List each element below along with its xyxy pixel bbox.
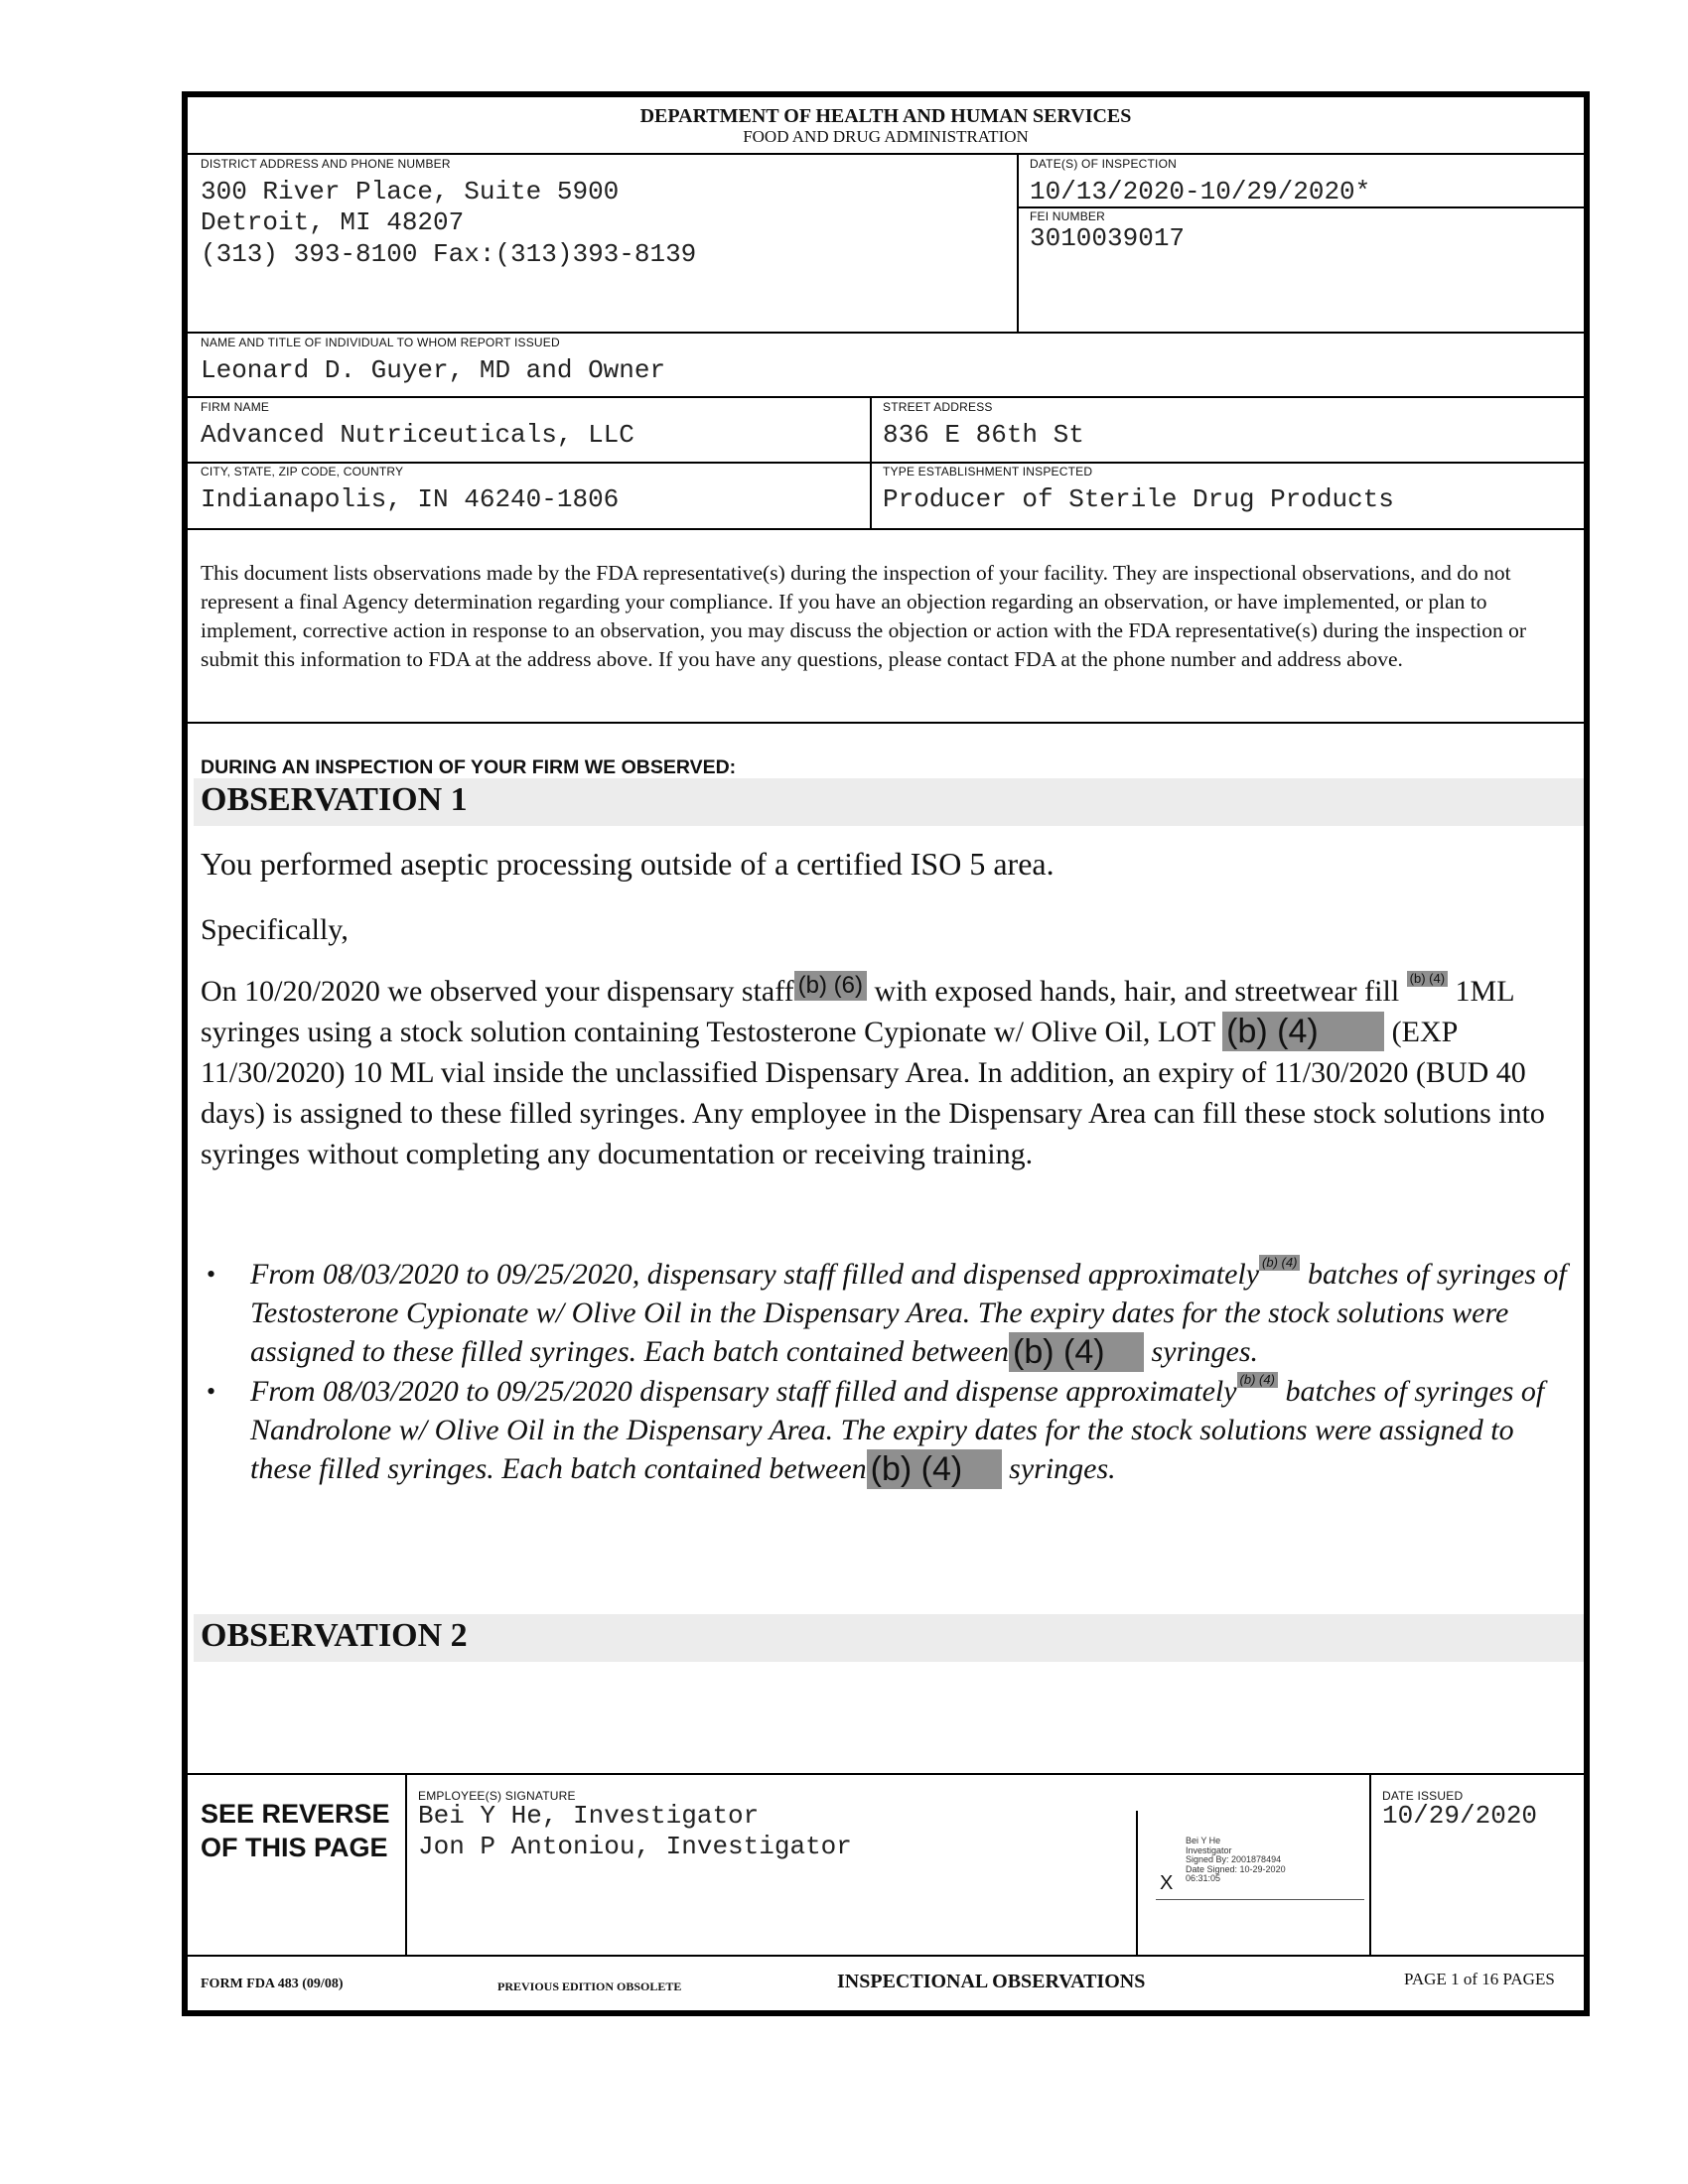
district-phone: (313) 393-8100 Fax:(313)393-8139	[201, 239, 697, 269]
recipient-label: NAME AND TITLE OF INDIVIDUAL TO WHOM REPORT ISSUED	[201, 336, 560, 349]
employee-1: Bei Y He, Investigator	[418, 1801, 760, 1831]
previous-edition-note: PREVIOUS EDITION OBSOLETE	[497, 1979, 682, 1993]
divider	[1369, 1773, 1371, 1955]
signature-title: Investigator	[1186, 1844, 1232, 1855]
bullet-text: syringes.	[1144, 1335, 1259, 1368]
divider	[1136, 1811, 1138, 1955]
divider	[405, 1773, 407, 1955]
electronic-signature	[1146, 1837, 1364, 1900]
divider	[1017, 206, 1584, 208]
signature-x-mark: X	[1160, 1872, 1174, 1894]
divider	[1017, 153, 1019, 332]
redaction-b6: (b) (6)	[794, 971, 867, 1001]
footer-title: INSPECTIONAL OBSERVATIONS	[837, 1971, 1146, 1992]
employee-signature-label: EMPLOYEE(S) SIGNATURE	[418, 1789, 576, 1803]
observation-1-paragraph	[201, 971, 1571, 1174]
see-reverse-line2: OF THIS PAGE	[201, 1833, 388, 1862]
signature-line	[1156, 1899, 1364, 1900]
signature-details	[1186, 1837, 1286, 1884]
department-title: DEPARTMENT OF HEALTH AND HUMAN SERVICES	[639, 105, 1132, 127]
district-label: DISTRICT ADDRESS AND PHONE NUMBER	[201, 157, 451, 171]
bullet-dot: •	[207, 1260, 216, 1289]
firm-name: Advanced Nutriceuticals, LLC	[201, 420, 634, 450]
see-reverse-note	[201, 1797, 390, 1864]
street-address: 836 E 86th St	[883, 420, 1084, 450]
paragraph-text: with exposed hands, hair, and streetwear fill	[867, 975, 1400, 1008]
divider	[188, 528, 1584, 530]
bullet-text: batches of syringes of Testosterone Cypionate w/ Olive Oil in the Dispensary Area. The expiry dates for the stock solutions were assigned to these filled syringes. Each batch contained between	[250, 1258, 1567, 1368]
signature-time: 06:31:05	[1186, 1873, 1221, 1883]
fei-label: FEI NUMBER	[1030, 209, 1106, 223]
list-item	[201, 1372, 1571, 1489]
city-state-zip: Indianapolis, IN 46240-1806	[201, 484, 620, 514]
bullet-dot: •	[207, 1377, 216, 1406]
bullet-text: syringes.	[1001, 1452, 1116, 1485]
redaction-b4: (b) (4)	[1009, 1332, 1144, 1372]
redaction-b4: (b) (4)	[1237, 1372, 1278, 1388]
disclaimer-text: This document lists observations made by the FDA representative(s) during the inspection of your facility. They are inspectional observations, and do not represent a final Agency determination regarding your compliance. If you have an objection regarding an observation, or have implemented, or plan to implement, corrective action in response to an observation, you may discuss the objection or action with the FDA representative(s) during the inspection or submit this information to FDA at the address above. If you have any questions, please contact FDA at the phone number and address above.	[201, 561, 1527, 671]
specifically-text: Specifically,	[201, 913, 349, 946]
divider	[188, 462, 1584, 464]
date-issued-label: DATE ISSUED	[1382, 1789, 1464, 1803]
street-label: STREET ADDRESS	[883, 400, 993, 414]
list-item	[201, 1255, 1571, 1372]
redaction-b4: (b) (4)	[1259, 1255, 1300, 1271]
paragraph-text: On 10/20/2020 we observed your dispensary staff	[201, 975, 794, 1008]
divider	[188, 1955, 1584, 1957]
paragraph-text: (EXP 11/30/2020) 10 ML vial inside the unclassified Dispensary Area. In addition, an expiry of 11/30/2020 (BUD 40 days) is assigned to these filled syringes. Any employee in the Dispensary Area can fill these stock solutions into syringes without completing any documentation or receiving training.	[201, 1016, 1545, 1170]
establishment-type-label: TYPE ESTABLISHMENT INSPECTED	[883, 465, 1093, 478]
date-issued: 10/29/2020	[1382, 1801, 1538, 1831]
fei-number: 3010039017	[1030, 223, 1186, 253]
fda-483-form	[182, 91, 1590, 2016]
see-reverse-line1: SEE REVERSE	[201, 1799, 390, 1829]
divider	[188, 332, 1584, 334]
inspection-dates-label: DATE(S) OF INSPECTION	[1030, 157, 1177, 171]
observation-2-title: OBSERVATION 2	[201, 1617, 468, 1654]
divider	[188, 396, 1584, 398]
signature-date: Date Signed: 10-29-2020	[1186, 1863, 1286, 1874]
observation-1-bullets	[201, 1255, 1571, 1489]
divider	[188, 1773, 1584, 1775]
divider	[188, 153, 1584, 155]
bullet-text: From 08/03/2020 to 09/25/2020 dispensary staff filled and dispense approximately	[250, 1375, 1237, 1408]
firm-name-label: FIRM NAME	[201, 400, 270, 414]
observation-1-summary: You performed aseptic processing outside of a certified ISO 5 area.	[201, 846, 1055, 882]
agency-title: FOOD AND DRUG ADMINISTRATION	[743, 127, 1029, 146]
observation-1-title: OBSERVATION 1	[201, 781, 468, 818]
observed-heading: DURING AN INSPECTION OF YOUR FIRM WE OBSERVED:	[201, 756, 737, 778]
form-number: FORM FDA 483 (09/08)	[201, 1977, 344, 1991]
district-address-line1: 300 River Place, Suite 5900	[201, 177, 620, 206]
redaction-b4: (b) (4)	[867, 1449, 1002, 1489]
inspection-dates: 10/13/2020-10/29/2020*	[1030, 177, 1371, 206]
redaction-b4-lot: (b) (4)	[1222, 1012, 1384, 1051]
signature-name: Bei Y He	[1186, 1836, 1221, 1845]
bullet-text: batches of syringes of Nandrolone w/ Olive Oil in the Dispensary Area. The expiry dates for the stock solutions were assigned to these filled syringes. Each batch contained between	[250, 1375, 1545, 1485]
redaction-b4: (b) (4)	[1407, 971, 1448, 987]
recipient-name: Leonard D. Guyer, MD and Owner	[201, 355, 666, 385]
city-label: CITY, STATE, ZIP CODE, COUNTRY	[201, 465, 404, 478]
paragraph-text: 1ML syringes using a stock solution containing Testosterone Cypionate w/ Olive Oil, LOT	[201, 975, 1514, 1048]
establishment-type: Producer of Sterile Drug Products	[883, 484, 1394, 514]
signature-signed-by: Signed By: 2001878494	[1186, 1854, 1282, 1864]
divider	[188, 722, 1584, 724]
employee-2: Jon P Antoniou, Investigator	[418, 1832, 852, 1861]
bullet-text: From 08/03/2020 to 09/25/2020, dispensary staff filled and dispensed approximately	[250, 1258, 1260, 1291]
page-count: PAGE 1 of 16 PAGES	[1404, 1970, 1555, 1988]
district-address-line2: Detroit, MI 48207	[201, 207, 465, 237]
